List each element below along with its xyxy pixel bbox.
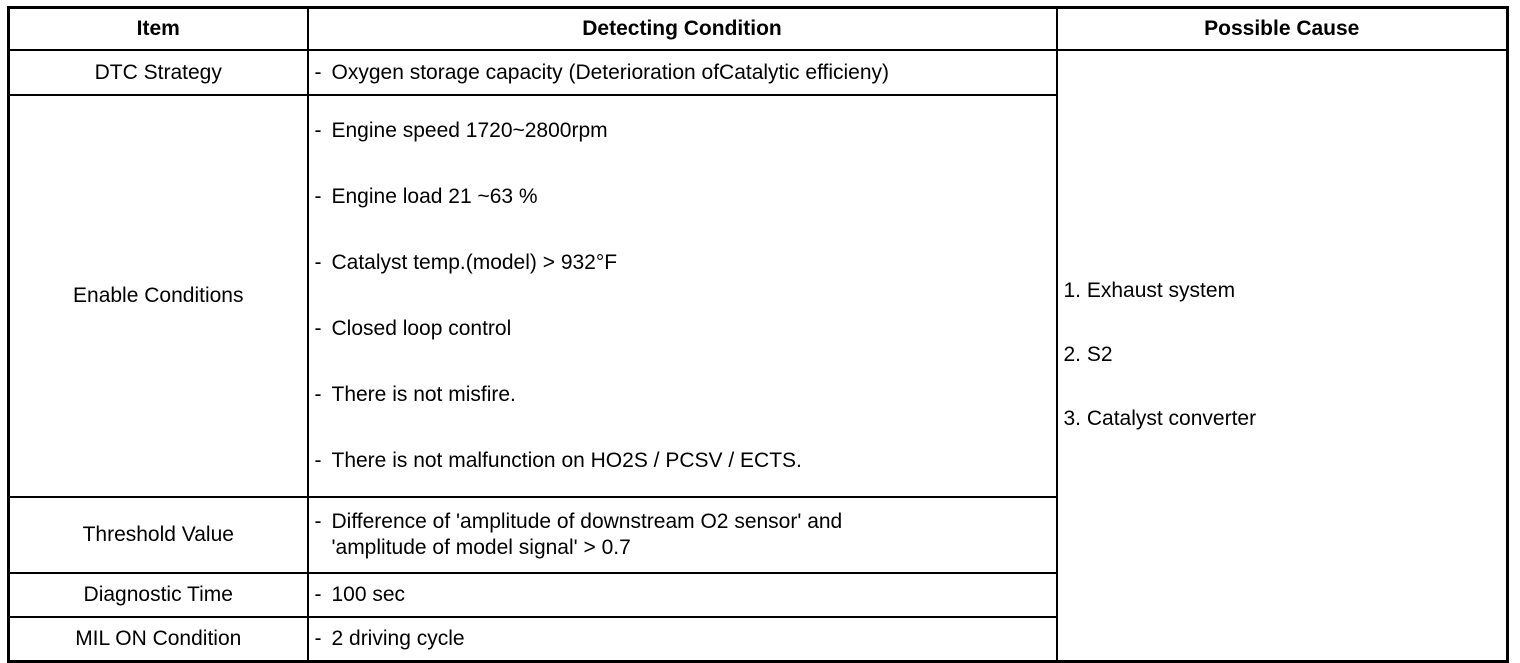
item-mil-on-condition: MIL ON Condition <box>9 617 308 661</box>
possible-cause-cell <box>1057 50 1508 661</box>
dtc-table-container <box>7 6 1506 650</box>
bullet-dash: - <box>314 317 322 340</box>
enable-condition-line <box>315 296 1056 362</box>
condition-text: Difference of 'amplitude of downstream O2 sensor' and <box>331 510 843 533</box>
enable-condition-line <box>315 98 1056 164</box>
condition-text: Engine load 21 ~63 % <box>331 185 538 208</box>
condition-enable-conditions <box>308 95 1057 497</box>
condition-text: There is not malfunction on HO2S / PCSV / ECTS. <box>331 449 802 472</box>
enable-condition-line <box>315 362 1056 428</box>
condition-text: Closed loop control <box>331 317 512 340</box>
header-possible-cause: Possible Cause <box>1057 8 1508 51</box>
bullet-dash: - <box>314 119 322 142</box>
condition-text: 100 sec <box>331 583 406 606</box>
header-row <box>9 8 1508 51</box>
enable-conditions-list <box>315 96 1056 496</box>
cause-item: 3. Catalyst converter <box>1063 407 1257 431</box>
header-item: Item <box>9 8 308 51</box>
bullet-dash: - <box>314 60 322 84</box>
condition-dtc-strategy <box>308 50 1057 95</box>
possible-cause-list <box>1064 259 1507 451</box>
row-dtc-strategy <box>9 50 1508 95</box>
bullet-dash: - <box>314 251 322 274</box>
condition-mil-on-condition <box>308 617 1057 661</box>
enable-condition-line <box>315 230 1056 296</box>
condition-text-continued: 'amplitude of model signal' > 0.7 <box>331 536 631 559</box>
condition-text: 2 driving cycle <box>331 626 465 650</box>
item-dtc-strategy: DTC Strategy <box>9 50 308 95</box>
item-enable-conditions: Enable Conditions <box>9 95 308 497</box>
bullet-dash: - <box>314 185 322 208</box>
condition-text: Oxygen storage capacity (Deterioration ofCatalytic efficieny) <box>331 60 890 84</box>
cause-item: 2. S2 <box>1063 343 1113 367</box>
bullet-dash: - <box>314 383 322 406</box>
item-threshold-value: Threshold Value <box>9 497 308 573</box>
dtc-table <box>7 6 1509 663</box>
condition-threshold-value <box>308 497 1057 573</box>
bullet-dash: - <box>314 626 322 650</box>
cause-item: 1. Exhaust system <box>1063 279 1236 303</box>
condition-text: Catalyst temp.(model) > 932°F <box>331 251 618 274</box>
bullet-dash: - <box>314 510 322 533</box>
condition-text: There is not misfire. <box>331 383 516 406</box>
enable-condition-line <box>315 164 1056 230</box>
condition-text: Engine speed 1720~2800rpm <box>331 119 608 142</box>
bullet-dash: - <box>314 449 322 472</box>
item-diagnostic-time: Diagnostic Time <box>9 573 308 617</box>
enable-condition-line <box>315 428 1056 494</box>
condition-diagnostic-time <box>308 573 1057 617</box>
header-detecting-condition: Detecting Condition <box>308 8 1057 51</box>
bullet-dash: - <box>314 583 322 606</box>
